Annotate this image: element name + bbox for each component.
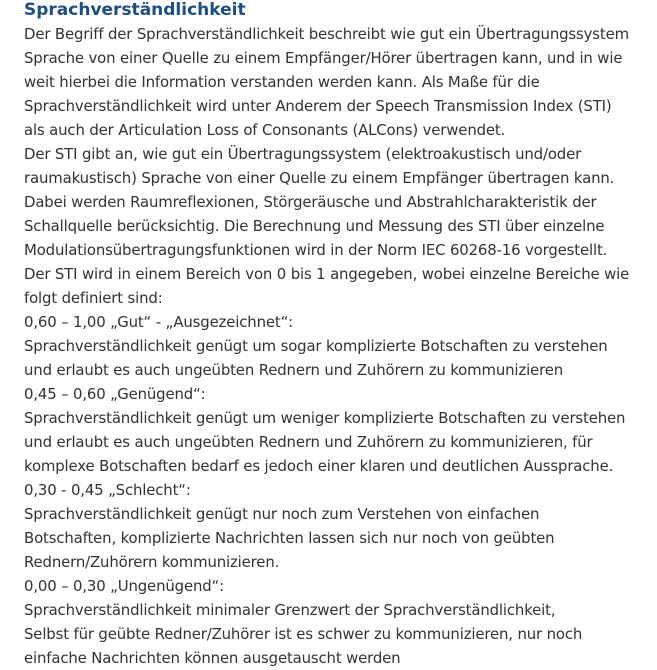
body-text-line: Sprache von einer Quelle zu einem Empfänger/Hörer übertragen kann, und in wie — [24, 49, 623, 67]
body-text-line: Schallquelle berücksichtig. Die Berechnung und Messung des STI über einzelne — [24, 217, 605, 235]
body-text-line: weit hierbei die Information verstanden werden kann. Als Maße für die — [24, 73, 540, 91]
body-text-line: 0,45 – 0,60 „Genügend“: — [24, 385, 206, 403]
body-text-line: folgt definiert sind: — [24, 289, 163, 307]
body-text-line: 0,30 - 0,45 „Schlecht“: — [24, 481, 191, 499]
body-text-line: Modulationsübertragungsfunktionen wird in der Norm IEC 60268-16 vorgestellt. — [24, 241, 608, 259]
section-heading: Sprachverständlichkeit — [24, 0, 246, 20]
body-text-line: und erlaubt es auch ungeübten Rednern und Zuhörern zu kommunizieren — [24, 361, 564, 379]
body-text-line: Rednern/Zuhörern kommunizieren. — [24, 553, 280, 571]
article-section — [24, 0, 654, 670]
body-text-line: Sprachverständlichkeit minimaler Grenzwert der Sprachverständlichkeit, — [24, 601, 556, 619]
body-text-line: Botschaften, komplizierte Nachrichten lassen sich nur noch von geübten — [24, 529, 555, 547]
body-text-line: 0,60 – 1,00 „Gut“ - „Ausgezeichnet“: — [24, 313, 294, 331]
body-text-line: als auch der Articulation Loss of Consonants (ALCons) verwendet. — [24, 121, 506, 139]
body-text-line: Sprachverständlichkeit genügt nur noch zum Verstehen von einfachen — [24, 505, 540, 523]
body-text-line: Der Begriff der Sprachverständlichkeit beschreibt wie gut ein Übertragungssystem — [24, 25, 629, 43]
body-text-line: Sprachverständlichkeit wird unter Anderem der Speech Transmission Index (STI) — [24, 97, 612, 115]
body-text-line: Dabei werden Raumreflexionen, Störgeräusche und Abstrahlcharakteristik der — [24, 193, 597, 211]
body-text-line: raumakustisch) Sprache von einer Quelle zu einem Empfänger übertragen kann. — [24, 169, 615, 187]
body-text-line: einfache Nachrichten können ausgetauscht werden — [24, 649, 401, 667]
body-text-line: Sprachverständlichkeit genügt um sogar komplizierte Botschaften zu verstehen — [24, 337, 608, 355]
body-text-line: Sprachverständlichkeit genügt um weniger komplizierte Botschaften zu verstehen — [24, 409, 626, 427]
body-text-line: Der STI wird in einem Bereich von 0 bis 1 angegeben, wobei einzelne Bereiche wie — [24, 265, 630, 283]
body-text-line: und erlaubt es auch ungeübten Rednern und Zuhörern zu kommunizieren, für — [24, 433, 593, 451]
body-text-line: Selbst für geübte Redner/Zuhörer ist es schwer zu kommunizieren, nur noch — [24, 625, 583, 643]
body-text-line: Der STI gibt an, wie gut ein Übertragungssystem (elektroakustisch und/oder — [24, 145, 582, 163]
body-text-line: komplexe Botschaften bedarf es jedoch einer klaren und deutlichen Aussprache. — [24, 457, 614, 475]
section-body — [24, 22, 654, 670]
body-text-line: 0,00 – 0,30 „Ungenügend“: — [24, 577, 224, 595]
